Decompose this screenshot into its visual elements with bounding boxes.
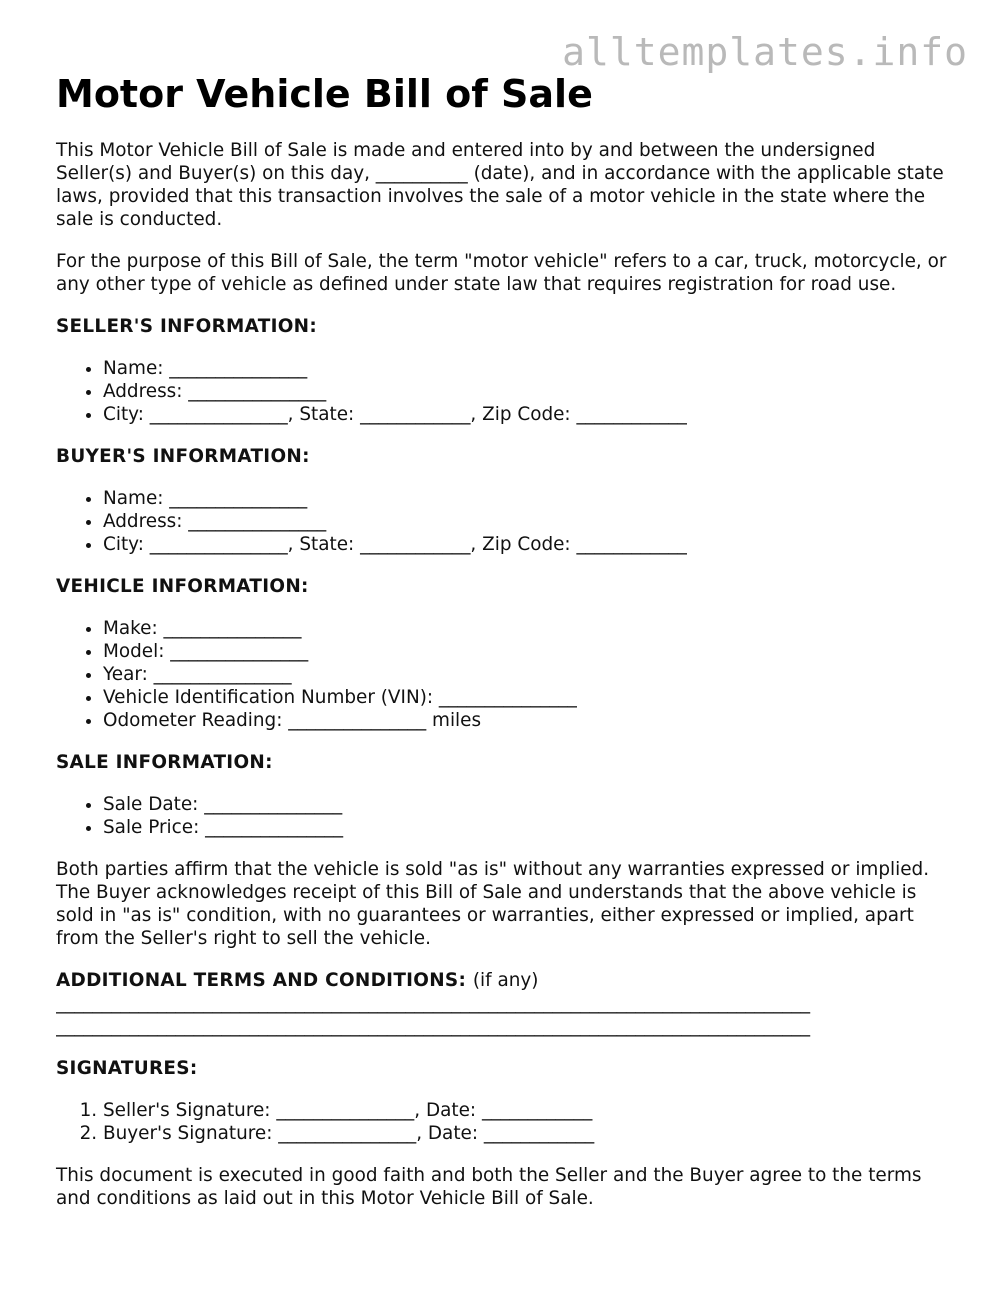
vehicle-year-field: • Year: _______________ [103, 663, 956, 686]
sale-date-field: • Sale Date: _______________ [103, 793, 956, 816]
seller-city-state-zip-field: • City: _______________, State: ____________, Zip Code: ____________ [103, 403, 956, 426]
vehicle-odometer-field: • Odometer Reading: _______________ miles [103, 709, 956, 732]
definition-paragraph: For the purpose of this Bill of Sale, the term "motor vehicle" refers to a car, truck, motorcycle, or any other type of vehicle as defined under state law that requires registration for road use. [56, 251, 947, 295]
vehicle-vin-field: • Vehicle Identification Number (VIN): _______________ [103, 686, 956, 709]
additional-terms-note: (if any) [472, 970, 539, 991]
signatures-heading: SIGNATURES: [56, 1058, 198, 1079]
vehicle-info-list [56, 617, 956, 732]
closing-paragraph: This document is executed in good faith and both the Seller and the Buyer agree to the terms and conditions as laid out in this Motor Vehicle Bill of Sale. [56, 1165, 922, 1209]
signatures-list [56, 1099, 956, 1145]
seller-info-list [56, 357, 956, 426]
as-is-paragraph: Both parties affirm that the vehicle is sold "as is" without any warranties expressed or implied. The Buyer acknowledges receipt of this Bill of Sale and understands that the above vehicle is sold in "as is" condition, with no guarantees or warranties, either expressed or implied, apart from the Seller's right to sell the vehicle. [56, 859, 930, 949]
vehicle-make-field: • Make: _______________ [103, 617, 956, 640]
buyer-info-list [56, 487, 956, 556]
vehicle-section-heading: VEHICLE INFORMATION: [56, 576, 309, 597]
sale-price-field: • Sale Price: _______________ [103, 816, 956, 839]
seller-name-field: • Name: _______________ [103, 357, 956, 380]
document-page [56, 0, 956, 1210]
buyer-section-heading: BUYER'S INFORMATION: [56, 446, 310, 467]
buyer-name-field: • Name: _______________ [103, 487, 956, 510]
vehicle-model-field: • Model: _______________ [103, 640, 956, 663]
additional-terms-heading [56, 969, 956, 992]
buyer-city-state-zip-field: • City: _______________, State: ____________, Zip Code: ____________ [103, 533, 956, 556]
additional-terms-heading-text: ADDITIONAL TERMS AND CONDITIONS: [56, 970, 467, 991]
sale-info-list [56, 793, 956, 839]
buyer-signature-field: 2. Buyer's Signature: _______________, Date: ____________ [103, 1122, 956, 1145]
additional-terms-line: __________________________________________________________________________________ [56, 1016, 811, 1037]
seller-address-field: • Address: _______________ [103, 380, 956, 403]
seller-section-heading: SELLER'S INFORMATION: [56, 316, 318, 337]
additional-terms-line: __________________________________________________________________________________ [56, 993, 811, 1014]
buyer-address-field: • Address: _______________ [103, 510, 956, 533]
sale-section-heading: SALE INFORMATION: [56, 752, 273, 773]
intro-paragraph: This Motor Vehicle Bill of Sale is made and entered into by and between the undersigned Seller(s) and Buyer(s) on this day, __________ (date), and in accordance with the applicable state laws, provided that this transaction involves the sale of a motor vehicle in the state where the sale is conducted. [56, 140, 944, 230]
watermark: alltemplates.info [562, 30, 968, 74]
seller-signature-field: 1. Seller's Signature: _______________, Date: ____________ [103, 1099, 956, 1122]
document-title: Motor Vehicle Bill of Sale [56, 72, 593, 116]
